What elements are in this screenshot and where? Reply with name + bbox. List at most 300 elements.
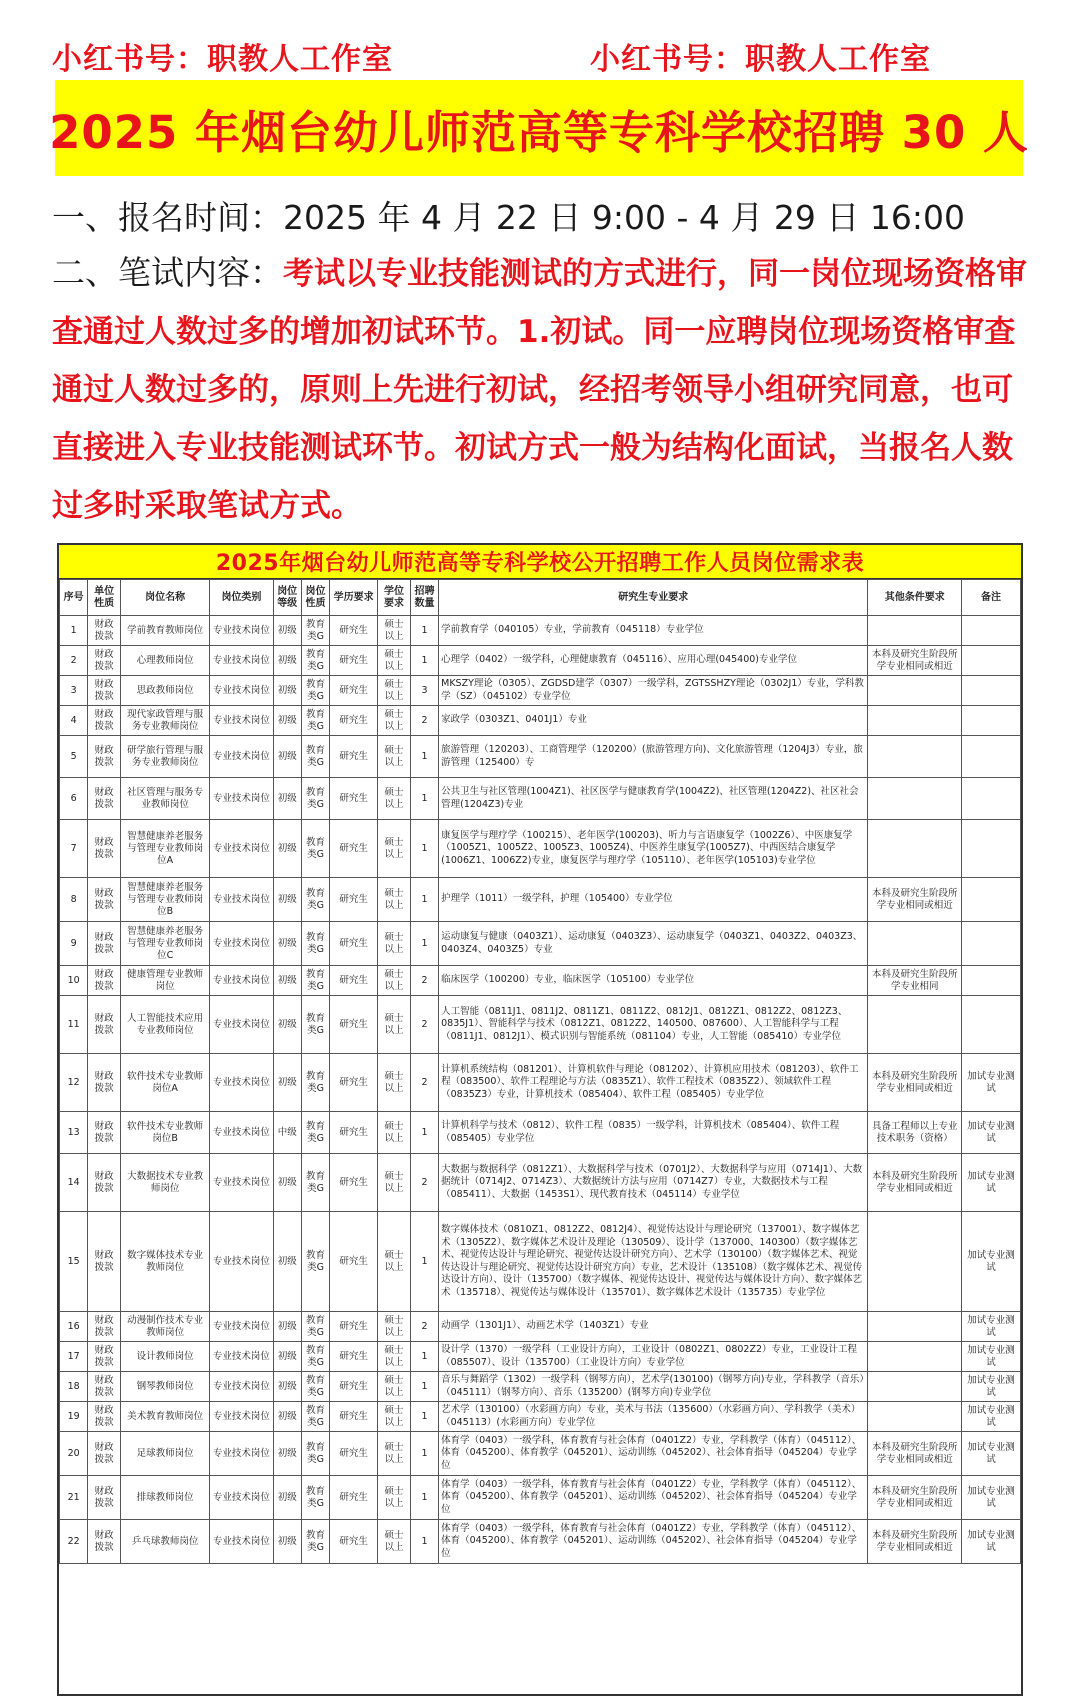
education-requirement: 研究生 [330,1342,378,1372]
degree-requirement: 硕士以上 [378,778,411,820]
job-table [59,579,1021,1564]
hiring-count: 1 [410,1402,438,1432]
table-row [60,1476,1021,1520]
unit-nature: 财政拨款 [88,966,121,996]
hiring-count: 2 [410,1154,438,1212]
position-level: 初级 [273,1520,301,1564]
unit-nature: 财政拨款 [88,706,121,736]
degree-requirement: 硕士以上 [378,736,411,778]
column-header: 岗位名称 [121,580,210,616]
degree-requirement: 硕士以上 [378,1112,411,1154]
other-requirement: 本科及研究生阶段所学专业相同或相近 [868,646,962,676]
position-category: 专业技术岗位 [210,1372,273,1402]
position-category: 专业技术岗位 [210,778,273,820]
row-number: 12 [60,1054,88,1112]
position-level: 初级 [273,616,301,646]
education-requirement: 研究生 [330,966,378,996]
major-requirement: 心理学（0402）一级学科，心理健康教育（045116）、应用心理(045400)专业学位 [439,646,868,676]
position-name: 社区管理与服务专业教师岗位 [121,778,210,820]
hiring-count: 1 [410,778,438,820]
position-category: 专业技术岗位 [210,1312,273,1342]
position-name: 思政教师岗位 [121,676,210,706]
position-type: 教育类G [301,1372,329,1402]
column-header: 其他条件要求 [868,580,962,616]
other-requirement: 本科及研究生阶段所学专业相同或相近 [868,1432,962,1476]
brand-label-left: 小红书号：职教人工作室 [52,42,393,77]
education-requirement: 研究生 [330,778,378,820]
degree-requirement: 硕士以上 [378,1402,411,1432]
row-number: 4 [60,706,88,736]
hiring-count: 1 [410,1372,438,1402]
degree-requirement: 硕士以上 [378,1312,411,1342]
position-name: 现代家政管理与服务专业教师岗位 [121,706,210,736]
table-row [60,1154,1021,1212]
row-number: 11 [60,996,88,1054]
row-number: 20 [60,1432,88,1476]
position-level: 初级 [273,778,301,820]
row-number: 15 [60,1212,88,1312]
position-type: 教育类G [301,996,329,1054]
column-header: 单位性质 [88,580,121,616]
row-number: 14 [60,1154,88,1212]
column-header: 学历要求 [330,580,378,616]
other-requirement [868,706,962,736]
title-banner [49,80,1029,176]
position-level: 初级 [273,1402,301,1432]
position-name: 数字媒体技术专业教师岗位 [121,1212,210,1312]
row-number: 6 [60,778,88,820]
hiring-count: 1 [410,878,438,922]
unit-nature: 财政拨款 [88,1372,121,1402]
position-category: 专业技术岗位 [210,1520,273,1564]
position-type: 教育类G [301,1112,329,1154]
degree-requirement: 硕士以上 [378,1520,411,1564]
brand-label-right: 小红书号：职教人工作室 [590,42,931,77]
degree-requirement: 硕士以上 [378,966,411,996]
other-requirement: 本科及研究生阶段所学专业相同或相近 [868,878,962,922]
education-requirement: 研究生 [330,646,378,676]
position-level: 初级 [273,1372,301,1402]
table-row [60,1520,1021,1564]
row-number: 17 [60,1342,88,1372]
hiring-count: 1 [410,1432,438,1476]
unit-nature: 财政拨款 [88,778,121,820]
degree-requirement: 硕士以上 [378,996,411,1054]
row-number: 18 [60,1372,88,1402]
position-type: 教育类G [301,1432,329,1476]
remark [962,996,1021,1054]
position-name: 健康管理专业教师岗位 [121,966,210,996]
other-requirement [868,1402,962,1432]
degree-requirement: 硕士以上 [378,1476,411,1520]
unit-nature: 财政拨款 [88,878,121,922]
major-requirement: 大数据与数据科学（0812Z1）、大数据科学与技术（0701J2）、大数据科学与应用（0714J1）、大数据统计（0714J2、0714Z3）、大数据统计方法与应用（0714Z7）专业，大数据技术与工程（085411）、大数据（1453S1）、现代教育技术（045114）专业学位 [439,1154,868,1212]
row-number: 3 [60,676,88,706]
other-requirement [868,820,962,878]
unit-nature: 财政拨款 [88,1312,121,1342]
position-name: 智慧健康养老服务与管理专业教师岗位A [121,820,210,878]
table-row [60,706,1021,736]
remark: 加试专业测试 [962,1112,1021,1154]
exam-label: 二、笔试内容： [52,253,283,292]
other-requirement [868,778,962,820]
table-title: 2025年烟台幼儿师范高等专科学校公开招聘工作人员岗位需求表 [59,545,1021,579]
position-type: 教育类G [301,1476,329,1520]
row-number: 2 [60,646,88,676]
degree-requirement: 硕士以上 [378,1212,411,1312]
degree-requirement: 硕士以上 [378,1342,411,1372]
education-requirement: 研究生 [330,820,378,878]
position-type: 教育类G [301,1520,329,1564]
remark [962,616,1021,646]
major-requirement: 学前教育学（040105）专业，学前教育（045118）专业学位 [439,616,868,646]
other-requirement [868,1372,962,1402]
position-name: 人工智能技术应用专业教师岗位 [121,996,210,1054]
column-header: 备注 [962,580,1021,616]
hiring-count: 1 [410,646,438,676]
position-name: 软件技术专业教师岗位B [121,1112,210,1154]
other-requirement [868,736,962,778]
major-requirement: 计算机系统结构（081201）、计算机软件与理论（081202）、计算机应用技术（081203）、软件工程（083500）、软件工程理论与方法（0835Z1）、软件工程技术（0835Z2）、领域软件工程（0835Z3）专业，计算机技术（085404）、软件工程（085405）专业学位 [439,1054,868,1112]
remark [962,676,1021,706]
position-category: 专业技术岗位 [210,1212,273,1312]
position-type: 教育类G [301,778,329,820]
education-requirement: 研究生 [330,1212,378,1312]
position-type: 教育类G [301,1154,329,1212]
unit-nature: 财政拨款 [88,676,121,706]
position-category: 专业技术岗位 [210,1476,273,1520]
table-row [60,646,1021,676]
major-requirement: 计算机科学与技术（0812）、软件工程（0835）一级学科，计算机技术（085404）、软件工程（085405）专业学位 [439,1112,868,1154]
education-requirement: 研究生 [330,996,378,1054]
position-category: 专业技术岗位 [210,820,273,878]
position-type: 教育类G [301,1342,329,1372]
unit-nature: 财政拨款 [88,1154,121,1212]
other-requirement [868,616,962,646]
row-number: 5 [60,736,88,778]
unit-nature: 财政拨款 [88,1112,121,1154]
row-number: 9 [60,922,88,966]
table-row [60,778,1021,820]
unit-nature: 财政拨款 [88,922,121,966]
remark: 加试专业测试 [962,1432,1021,1476]
position-name: 足球教师岗位 [121,1432,210,1476]
row-number: 19 [60,1402,88,1432]
position-name: 研学旅行管理与服务专业教师岗位 [121,736,210,778]
remark: 加试专业测试 [962,1402,1021,1432]
other-requirement [868,1212,962,1312]
degree-requirement: 硕士以上 [378,820,411,878]
table-row [60,1402,1021,1432]
hiring-count: 1 [410,922,438,966]
column-header: 招聘数量 [410,580,438,616]
major-requirement: 体育学（0403）一级学科，体育教育与社会体育（0401Z2）专业，学科教学（体育）（045112）、体育（045200）、体育教学（045201）、运动训练（045202）、社会体育指导（045204）专业学位 [439,1432,868,1476]
degree-requirement: 硕士以上 [378,1054,411,1112]
unit-nature: 财政拨款 [88,1402,121,1432]
column-header: 岗位类别 [210,580,273,616]
unit-nature: 财政拨款 [88,1212,121,1312]
hiring-count: 2 [410,1054,438,1112]
major-requirement: 家政学（0303Z1、0401J1）专业 [439,706,868,736]
position-category: 专业技术岗位 [210,1154,273,1212]
position-category: 专业技术岗位 [210,736,273,778]
exam-content [52,244,1032,535]
hiring-count: 1 [410,1212,438,1312]
major-requirement: 护理学（1011）一级学科，护理（105400）专业学位 [439,878,868,922]
position-level: 初级 [273,966,301,996]
position-category: 专业技术岗位 [210,996,273,1054]
position-type: 教育类G [301,878,329,922]
remark [962,706,1021,736]
position-name: 心理教师岗位 [121,646,210,676]
remark [962,736,1021,778]
other-requirement [868,996,962,1054]
position-category: 专业技术岗位 [210,706,273,736]
position-type: 教育类G [301,706,329,736]
hiring-count: 1 [410,820,438,878]
degree-requirement: 硕士以上 [378,878,411,922]
table-row [60,1054,1021,1112]
other-requirement [868,676,962,706]
hiring-count: 1 [410,736,438,778]
degree-requirement: 硕士以上 [378,922,411,966]
row-number: 10 [60,966,88,996]
hiring-count: 1 [410,1342,438,1372]
position-category: 专业技术岗位 [210,616,273,646]
position-category: 专业技术岗位 [210,1432,273,1476]
row-number: 7 [60,820,88,878]
position-level: 初级 [273,1476,301,1520]
position-level: 初级 [273,676,301,706]
table-row [60,922,1021,966]
major-requirement: MKSZY理论（0305）、ZGDSD建学（0307）一级学科，ZGTSSHZY理论（0302J1）专业，学科教学（SZ）（045102）专业学位 [439,676,868,706]
hiring-count: 2 [410,1312,438,1342]
major-requirement: 公共卫生与社区管理(1004Z1)、社区医学与健康教育学(1004Z2)、社区管理(1204Z2)、社区社会管理(1204Z3)专业 [439,778,868,820]
position-level: 初级 [273,1212,301,1312]
education-requirement: 研究生 [330,878,378,922]
position-category: 专业技术岗位 [210,966,273,996]
column-header: 研究生专业要求 [439,580,868,616]
remark: 加试专业测试 [962,1212,1021,1312]
other-requirement: 本科及研究生阶段所学专业相同 [868,966,962,996]
degree-requirement: 硕士以上 [378,1432,411,1476]
row-number: 1 [60,616,88,646]
degree-requirement: 硕士以上 [378,646,411,676]
position-level: 初级 [273,736,301,778]
table-row [60,966,1021,996]
column-header: 学位要求 [378,580,411,616]
registration-time: 一、报名时间：2025 年 4 月 22 日 9:00 - 4 月 29 日 16:00 [52,198,965,237]
unit-nature: 财政拨款 [88,646,121,676]
unit-nature: 财政拨款 [88,736,121,778]
position-level: 初级 [273,646,301,676]
table-row [60,1372,1021,1402]
position-type: 教育类G [301,1402,329,1432]
remark [962,820,1021,878]
other-requirement: 本科及研究生阶段所学专业相同或相近 [868,1054,962,1112]
education-requirement: 研究生 [330,676,378,706]
other-requirement: 本科及研究生阶段所学专业相同或相近 [868,1476,962,1520]
position-name: 美术教育教师岗位 [121,1402,210,1432]
unit-nature: 财政拨款 [88,1476,121,1520]
remark [962,878,1021,922]
hiring-count: 2 [410,966,438,996]
column-header: 岗位性质 [301,580,329,616]
table-row [60,820,1021,878]
major-requirement: 动画学（1301J1）、动画艺术学（1403Z1）专业 [439,1312,868,1342]
hiring-count: 1 [410,1476,438,1520]
position-type: 教育类G [301,616,329,646]
unit-nature: 财政拨款 [88,820,121,878]
row-number: 8 [60,878,88,922]
degree-requirement: 硕士以上 [378,616,411,646]
education-requirement: 研究生 [330,736,378,778]
other-requirement [868,1342,962,1372]
position-name: 动漫制作技术专业教师岗位 [121,1312,210,1342]
position-type: 教育类G [301,736,329,778]
position-level: 初级 [273,1054,301,1112]
degree-requirement: 硕士以上 [378,676,411,706]
column-header: 序号 [60,580,88,616]
position-name: 乒乓球教师岗位 [121,1520,210,1564]
education-requirement: 研究生 [330,1432,378,1476]
position-type: 教育类G [301,676,329,706]
remark [962,778,1021,820]
position-level: 初级 [273,1432,301,1476]
table-row [60,878,1021,922]
table-row [60,676,1021,706]
exam-text: 考试以专业技能测试的方式进行，同一岗位现场资格审查通过人数过多的增加初试环节。1.初试。同一应聘岗位现场资格审查通过人数过多的，原则上先进行初试，经招考领导小组研究同意，也可直接进入专业技能测试环节。初试方式一般为结构化面试，当报名人数过多时采取笔试方式。 [52,256,1027,524]
major-requirement: 人工智能（0811J1、0811J2、0811Z1、0811Z2、0812J1、0812Z1、0812Z2、0812Z3、0835J1）、智能科学与技术（0812Z1、0812Z2、140500、087600）、人工智能科学与工程（0811J1、0812J1）、模式识别与智能系统（081104）专业，人工智能（085410）专业学位 [439,996,868,1054]
hiring-count: 1 [410,1520,438,1564]
remark: 加试专业测试 [962,1154,1021,1212]
position-level: 初级 [273,1154,301,1212]
position-type: 教育类G [301,820,329,878]
page-title: 2025 年烟台幼儿师范高等专科学校招聘 30 人 [49,105,1029,159]
major-requirement: 艺术学（130100）（水彩画方向）专业，美术与书法（135600）（水彩画方向）、学科教学（美术）（045113）(水彩画方向）专业学位 [439,1402,868,1432]
other-requirement: 本科及研究生阶段所学专业相同或相近 [868,1154,962,1212]
position-category: 专业技术岗位 [210,1402,273,1432]
table-row [60,616,1021,646]
hiring-count: 3 [410,676,438,706]
position-type: 教育类G [301,966,329,996]
table-body [60,616,1021,1564]
other-requirement [868,1312,962,1342]
other-requirement [868,922,962,966]
major-requirement: 体育学（0403）一级学科，体育教育与社会体育（0401Z2）专业，学科教学（体育）（045112）、体育（045200）、体育教学（045201）、运动训练（045202）、社会体育指导（045204）专业学位 [439,1520,868,1564]
position-level: 初级 [273,820,301,878]
education-requirement: 研究生 [330,616,378,646]
table-row [60,736,1021,778]
table-row [60,1432,1021,1476]
remark: 加试专业测试 [962,1312,1021,1342]
position-name: 钢琴教师岗位 [121,1372,210,1402]
row-number: 22 [60,1520,88,1564]
remark: 加试专业测试 [962,1476,1021,1520]
table-row [60,1312,1021,1342]
education-requirement: 研究生 [330,1372,378,1402]
major-requirement: 设计学（1370）一级学科（工业设计方向），工业设计（0802Z1、0802Z2）专业，工业设计工程（085507）、设计（135700）（工业设计方向）专业学位 [439,1342,868,1372]
position-level: 初级 [273,996,301,1054]
position-category: 专业技术岗位 [210,646,273,676]
education-requirement: 研究生 [330,1112,378,1154]
major-requirement: 音乐与舞蹈学（1302）一级学科（钢琴方向），艺术学(130100)（钢琴方向)专业，学科教学（音乐）（045111）（钢琴方向）、音乐（135200）(钢琴方向)专业学位 [439,1372,868,1402]
remark [962,966,1021,996]
position-level: 初级 [273,878,301,922]
education-requirement: 研究生 [330,1520,378,1564]
table-row [60,1212,1021,1312]
unit-nature: 财政拨款 [88,1432,121,1476]
position-name: 排球教师岗位 [121,1476,210,1520]
education-requirement: 研究生 [330,1054,378,1112]
position-category: 专业技术岗位 [210,1112,273,1154]
remark: 加试专业测试 [962,1520,1021,1564]
hiring-count: 2 [410,996,438,1054]
position-name: 软件技术专业教师岗位A [121,1054,210,1112]
position-level: 初级 [273,922,301,966]
position-category: 专业技术岗位 [210,1054,273,1112]
degree-requirement: 硕士以上 [378,1372,411,1402]
education-requirement: 研究生 [330,1402,378,1432]
major-requirement: 旅游管理（120203）、工商管理学（120200）(旅游管理方向)、文化旅游管理（1204J3）专业，旅游管理（125400）专 [439,736,868,778]
education-requirement: 研究生 [330,1154,378,1212]
education-requirement: 研究生 [330,706,378,736]
position-type: 教育类G [301,1312,329,1342]
table-header-row [60,580,1021,616]
unit-nature: 财政拨款 [88,1520,121,1564]
major-requirement: 临床医学（100200）专业，临床医学（105100）专业学位 [439,966,868,996]
remark: 加试专业测试 [962,1372,1021,1402]
major-requirement: 康复医学与理疗学（100215）、老年医学(100203)、听力与言语康复学（1002Z6）、中医康复学（1005Z1、1005Z2、1005Z3、1005Z4)、中医养生康复学(1005Z7)、中西医结合康复学(1006Z1、1006Z2)专业，康复医学与理疗学（105110）、老年医学(105103)专业学位 [439,820,868,878]
row-number: 21 [60,1476,88,1520]
position-type: 教育类G [301,1054,329,1112]
remark: 加试专业测试 [962,1054,1021,1112]
brand-row [52,34,1032,78]
position-type: 教育类G [301,922,329,966]
degree-requirement: 硕士以上 [378,1154,411,1212]
other-requirement: 具备工程师以上专业技术职务（资格） [868,1112,962,1154]
hiring-count: 2 [410,706,438,736]
position-name: 学前教育教师岗位 [121,616,210,646]
position-category: 专业技术岗位 [210,878,273,922]
position-level: 中级 [273,1112,301,1154]
education-requirement: 研究生 [330,1312,378,1342]
position-type: 教育类G [301,646,329,676]
major-requirement: 体育学（0403）一级学科，体育教育与社会体育（0401Z2）专业，学科教学（体育）（045112）、体育（045200）、体育教学（045201）、运动训练（045202）、社会体育指导（045204）专业学位 [439,1476,868,1520]
table-row [60,996,1021,1054]
position-name: 智慧健康养老服务与管理专业教师岗位C [121,922,210,966]
position-category: 专业技术岗位 [210,676,273,706]
position-name: 智慧健康养老服务与管理专业教师岗位B [121,878,210,922]
job-table-container [57,543,1023,1696]
position-type: 教育类G [301,1212,329,1312]
unit-nature: 财政拨款 [88,996,121,1054]
column-header: 岗位等级 [273,580,301,616]
unit-nature: 财政拨款 [88,1054,121,1112]
unit-nature: 财政拨款 [88,616,121,646]
education-requirement: 研究生 [330,1476,378,1520]
row-number: 13 [60,1112,88,1154]
hiring-count: 1 [410,616,438,646]
position-category: 专业技术岗位 [210,922,273,966]
position-category: 专业技术岗位 [210,1342,273,1372]
hiring-count: 1 [410,1112,438,1154]
major-requirement: 数字媒体技术（0810Z1、0812Z2、0812J4）、视觉传达设计与理论研究（137001）、数字媒体艺术（1305Z2）、数字媒体艺术设计及理论（130509）、设计学（137000、140300）（数字媒体艺术、视觉传达设计与理论研究、视觉传达设计研究方向）、艺术学（130100）（数字媒体艺术、视觉传达设计与理论研究、视觉传达设计研究方向）专业，艺术设计（135108）（数字媒体艺术、视觉传达设计方向）、设计（135700）（数字媒体、视觉传达设计、视觉传达与媒体设计方向）、数字媒体艺术（135718）、视觉传达与媒体设计（135701）、数字媒体艺术设计（135735）专业学位 [439,1212,868,1312]
row-number: 16 [60,1312,88,1342]
education-requirement: 研究生 [330,922,378,966]
table-row [60,1112,1021,1154]
position-level: 初级 [273,1312,301,1342]
